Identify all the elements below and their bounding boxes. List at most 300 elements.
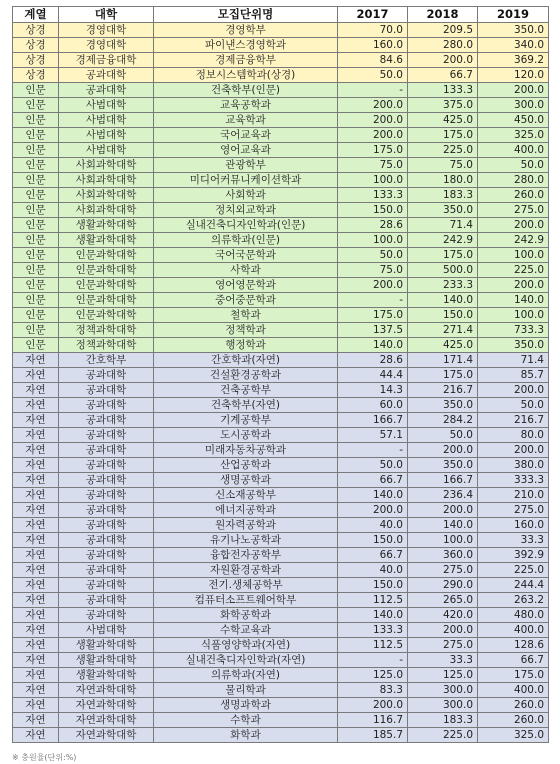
category-cell: 자연 <box>13 668 59 683</box>
year-2018-cell: 284.2 <box>408 413 478 428</box>
unit-cell: 수학교육과 <box>154 623 338 638</box>
unit-cell: 산업공학과 <box>154 458 338 473</box>
unit-cell: 영어교육과 <box>154 143 338 158</box>
year-2017-cell: 200.0 <box>338 128 408 143</box>
year-2018-cell: 183.3 <box>408 188 478 203</box>
unit-cell: 물리학과 <box>154 683 338 698</box>
header-college: 대학 <box>59 7 154 23</box>
category-cell: 자연 <box>13 398 59 413</box>
category-cell: 인문 <box>13 83 59 98</box>
category-cell: 자연 <box>13 683 59 698</box>
category-cell: 자연 <box>13 608 59 623</box>
table-row <box>13 503 549 518</box>
year-2019-cell: 400.0 <box>478 683 549 698</box>
header-unit: 모집단위명 <box>154 7 338 23</box>
year-2019-cell: 380.0 <box>478 458 549 473</box>
college-cell: 인문과학대학 <box>59 248 154 263</box>
college-cell: 공과대학 <box>59 458 154 473</box>
year-2018-cell: 66.7 <box>408 68 478 83</box>
year-2019-cell: 260.0 <box>478 698 549 713</box>
year-2017-cell: 133.3 <box>338 188 408 203</box>
category-cell: 인문 <box>13 338 59 353</box>
year-2018-cell: 75.0 <box>408 158 478 173</box>
table-row <box>13 713 549 728</box>
year-2017-cell: 200.0 <box>338 278 408 293</box>
college-cell: 사범대학 <box>59 623 154 638</box>
year-2017-cell: 83.3 <box>338 683 408 698</box>
unit-cell: 관광학부 <box>154 158 338 173</box>
year-2017-cell: 140.0 <box>338 608 408 623</box>
unit-cell: 원자력공학과 <box>154 518 338 533</box>
category-cell: 상경 <box>13 53 59 68</box>
year-2019-cell: 350.0 <box>478 338 549 353</box>
college-cell: 공과대학 <box>59 578 154 593</box>
unit-cell: 수학과 <box>154 713 338 728</box>
college-cell: 공과대학 <box>59 428 154 443</box>
year-2017-cell: 14.3 <box>338 383 408 398</box>
year-2018-cell: 233.3 <box>408 278 478 293</box>
year-2018-cell: 271.4 <box>408 323 478 338</box>
category-cell: 자연 <box>13 653 59 668</box>
college-cell: 공과대학 <box>59 548 154 563</box>
year-2017-cell: 200.0 <box>338 698 408 713</box>
unit-cell: 행정학과 <box>154 338 338 353</box>
year-2019-cell: 100.0 <box>478 248 549 263</box>
table-row <box>13 458 549 473</box>
category-cell: 자연 <box>13 503 59 518</box>
year-2018-cell: 50.0 <box>408 428 478 443</box>
category-cell: 인문 <box>13 158 59 173</box>
year-2017-cell: 28.6 <box>338 218 408 233</box>
category-cell: 자연 <box>13 428 59 443</box>
category-cell: 상경 <box>13 38 59 53</box>
year-2019-cell: 392.9 <box>478 548 549 563</box>
college-cell: 공과대학 <box>59 608 154 623</box>
unit-cell: 신소재공학부 <box>154 488 338 503</box>
year-2017-cell: 60.0 <box>338 398 408 413</box>
table-row <box>13 413 549 428</box>
year-2019-cell: 200.0 <box>478 383 549 398</box>
table-row <box>13 608 549 623</box>
year-2019-cell: 400.0 <box>478 143 549 158</box>
unit-cell: 국어교육과 <box>154 128 338 143</box>
unit-cell: 파이낸스경영학과 <box>154 38 338 53</box>
year-2017-cell: 44.4 <box>338 368 408 383</box>
unit-cell: 건설환경공학과 <box>154 368 338 383</box>
year-2019-cell: 242.9 <box>478 233 549 248</box>
table-row <box>13 293 549 308</box>
unit-cell: 사회학과 <box>154 188 338 203</box>
category-cell: 인문 <box>13 308 59 323</box>
year-2019-cell: 80.0 <box>478 428 549 443</box>
year-2019-cell: 160.0 <box>478 518 549 533</box>
year-2017-cell: 175.0 <box>338 308 408 323</box>
category-cell: 자연 <box>13 473 59 488</box>
table-row <box>13 128 549 143</box>
table-row <box>13 443 549 458</box>
table-row <box>13 38 549 53</box>
table-row <box>13 593 549 608</box>
year-2017-cell: 50.0 <box>338 68 408 83</box>
year-2018-cell: 425.0 <box>408 338 478 353</box>
year-2018-cell: 216.7 <box>408 383 478 398</box>
year-2019-cell: 350.0 <box>478 23 549 38</box>
header-row <box>13 7 549 23</box>
year-2018-cell: 140.0 <box>408 293 478 308</box>
unit-cell: 도시공학과 <box>154 428 338 443</box>
year-2019-cell: 71.4 <box>478 353 549 368</box>
year-2017-cell: 40.0 <box>338 563 408 578</box>
college-cell: 인문과학대학 <box>59 278 154 293</box>
category-cell: 상경 <box>13 23 59 38</box>
year-2018-cell: 350.0 <box>408 203 478 218</box>
unit-cell: 생명공학과 <box>154 473 338 488</box>
college-cell: 간호학부 <box>59 353 154 368</box>
college-cell: 사회과학대학 <box>59 158 154 173</box>
table-row <box>13 68 549 83</box>
college-cell: 공과대학 <box>59 593 154 608</box>
year-2019-cell: 50.0 <box>478 398 549 413</box>
unit-cell: 화학공학과 <box>154 608 338 623</box>
year-2019-cell: 175.0 <box>478 668 549 683</box>
category-cell: 인문 <box>13 248 59 263</box>
year-2019-cell: 244.4 <box>478 578 549 593</box>
year-2019-cell: 480.0 <box>478 608 549 623</box>
table-row <box>13 368 549 383</box>
year-2018-cell: 140.0 <box>408 518 478 533</box>
year-2017-cell: 75.0 <box>338 263 408 278</box>
year-2019-cell: 333.3 <box>478 473 549 488</box>
table-body <box>13 23 549 743</box>
year-2019-cell: 66.7 <box>478 653 549 668</box>
year-2017-cell: 57.1 <box>338 428 408 443</box>
year-2019-cell: 225.0 <box>478 263 549 278</box>
college-cell: 사범대학 <box>59 98 154 113</box>
year-2018-cell: 200.0 <box>408 623 478 638</box>
unit-cell: 화학과 <box>154 728 338 743</box>
year-2018-cell: 290.0 <box>408 578 478 593</box>
category-cell: 자연 <box>13 623 59 638</box>
category-cell: 자연 <box>13 563 59 578</box>
category-cell: 자연 <box>13 488 59 503</box>
category-cell: 인문 <box>13 128 59 143</box>
year-2019-cell: 260.0 <box>478 188 549 203</box>
year-2017-cell: 75.0 <box>338 158 408 173</box>
year-2019-cell: 200.0 <box>478 443 549 458</box>
year-2019-cell: 300.0 <box>478 98 549 113</box>
table-row <box>13 728 549 743</box>
year-2018-cell: 100.0 <box>408 533 478 548</box>
year-2017-cell: 160.0 <box>338 38 408 53</box>
year-2017-cell: 125.0 <box>338 668 408 683</box>
year-2019-cell: 200.0 <box>478 83 549 98</box>
table-row <box>13 83 549 98</box>
year-2018-cell: 150.0 <box>408 308 478 323</box>
table-row <box>13 488 549 503</box>
unit-cell: 영어영문학과 <box>154 278 338 293</box>
unit-cell: 컴퓨터소프트웨어학부 <box>154 593 338 608</box>
year-2018-cell: 175.0 <box>408 248 478 263</box>
year-2018-cell: 275.0 <box>408 638 478 653</box>
year-2019-cell: 216.7 <box>478 413 549 428</box>
college-cell: 경영대학 <box>59 38 154 53</box>
year-2017-cell: 28.6 <box>338 353 408 368</box>
year-2017-cell: 150.0 <box>338 203 408 218</box>
unit-cell: 기계공학부 <box>154 413 338 428</box>
table-row <box>13 668 549 683</box>
footnote: ※ 충원율(단위:%) <box>12 753 77 762</box>
unit-cell: 사학과 <box>154 263 338 278</box>
college-cell: 사회과학대학 <box>59 188 154 203</box>
table-row <box>13 158 549 173</box>
year-2019-cell: 400.0 <box>478 623 549 638</box>
college-cell: 자연과학대학 <box>59 713 154 728</box>
header-2019: 2019 <box>478 7 549 23</box>
year-2017-cell: 50.0 <box>338 248 408 263</box>
college-cell: 정책과학대학 <box>59 338 154 353</box>
category-cell: 인문 <box>13 143 59 158</box>
year-2019-cell: 733.3 <box>478 323 549 338</box>
unit-cell: 생명과학과 <box>154 698 338 713</box>
table-row <box>13 698 549 713</box>
college-cell: 공과대학 <box>59 443 154 458</box>
year-2018-cell: 360.0 <box>408 548 478 563</box>
college-cell: 공과대학 <box>59 413 154 428</box>
unit-cell: 전기.생체공학부 <box>154 578 338 593</box>
year-2019-cell: 325.0 <box>478 728 549 743</box>
header-2017: 2017 <box>338 7 408 23</box>
table-row <box>13 113 549 128</box>
category-cell: 인문 <box>13 98 59 113</box>
category-cell: 자연 <box>13 728 59 743</box>
table-row <box>13 638 549 653</box>
college-cell: 공과대학 <box>59 383 154 398</box>
category-cell: 자연 <box>13 353 59 368</box>
table-row <box>13 653 549 668</box>
table-row <box>13 53 549 68</box>
table-row <box>13 98 549 113</box>
year-2018-cell: 300.0 <box>408 698 478 713</box>
year-2019-cell: 200.0 <box>478 218 549 233</box>
unit-cell: 중어중문학과 <box>154 293 338 308</box>
table-row <box>13 428 549 443</box>
category-cell: 인문 <box>13 263 59 278</box>
year-2017-cell: 185.7 <box>338 728 408 743</box>
category-cell: 상경 <box>13 68 59 83</box>
year-2019-cell: 450.0 <box>478 113 549 128</box>
category-cell: 인문 <box>13 293 59 308</box>
year-2019-cell: 260.0 <box>478 713 549 728</box>
year-2018-cell: 166.7 <box>408 473 478 488</box>
unit-cell: 실내건축디자인학과(자연) <box>154 653 338 668</box>
unit-cell: 국어국문학과 <box>154 248 338 263</box>
unit-cell: 융합전자공학부 <box>154 548 338 563</box>
year-2018-cell: 236.4 <box>408 488 478 503</box>
category-cell: 인문 <box>13 188 59 203</box>
category-cell: 자연 <box>13 413 59 428</box>
category-cell: 자연 <box>13 548 59 563</box>
year-2017-cell: 100.0 <box>338 233 408 248</box>
year-2017-cell: 66.7 <box>338 473 408 488</box>
year-2019-cell: 275.0 <box>478 503 549 518</box>
year-2018-cell: 175.0 <box>408 128 478 143</box>
table-row <box>13 398 549 413</box>
table-row <box>13 143 549 158</box>
year-2019-cell: 369.2 <box>478 53 549 68</box>
unit-cell: 미래자동차공학과 <box>154 443 338 458</box>
admissions-table <box>12 6 549 743</box>
table-row <box>13 23 549 38</box>
unit-cell: 자원환경공학과 <box>154 563 338 578</box>
college-cell: 사범대학 <box>59 113 154 128</box>
year-2017-cell: 70.0 <box>338 23 408 38</box>
category-cell: 자연 <box>13 533 59 548</box>
unit-cell: 철학과 <box>154 308 338 323</box>
year-2017-cell: 200.0 <box>338 98 408 113</box>
year-2018-cell: 350.0 <box>408 398 478 413</box>
college-cell: 자연과학대학 <box>59 698 154 713</box>
table-container <box>12 6 548 743</box>
table-row <box>13 533 549 548</box>
year-2017-cell: 40.0 <box>338 518 408 533</box>
category-cell: 인문 <box>13 278 59 293</box>
category-cell: 인문 <box>13 323 59 338</box>
year-2019-cell: 128.6 <box>478 638 549 653</box>
college-cell: 인문과학대학 <box>59 308 154 323</box>
table-row <box>13 218 549 233</box>
table-row <box>13 203 549 218</box>
year-2019-cell: 50.0 <box>478 158 549 173</box>
year-2018-cell: 425.0 <box>408 113 478 128</box>
table-row <box>13 263 549 278</box>
college-cell: 공과대학 <box>59 488 154 503</box>
category-cell: 자연 <box>13 593 59 608</box>
category-cell: 인문 <box>13 113 59 128</box>
year-2017-cell: 166.7 <box>338 413 408 428</box>
year-2017-cell: 84.6 <box>338 53 408 68</box>
category-cell: 인문 <box>13 233 59 248</box>
year-2018-cell: 183.3 <box>408 713 478 728</box>
year-2018-cell: 225.0 <box>408 728 478 743</box>
category-cell: 자연 <box>13 368 59 383</box>
table-row <box>13 563 549 578</box>
college-cell: 자연과학대학 <box>59 683 154 698</box>
year-2017-cell: 150.0 <box>338 533 408 548</box>
table-row <box>13 683 549 698</box>
year-2018-cell: 275.0 <box>408 563 478 578</box>
unit-cell: 식품영양학과(자연) <box>154 638 338 653</box>
college-cell: 공과대학 <box>59 83 154 98</box>
year-2018-cell: 225.0 <box>408 143 478 158</box>
category-cell: 자연 <box>13 518 59 533</box>
college-cell: 경제금융대학 <box>59 53 154 68</box>
unit-cell: 실내건축디자인학과(인문) <box>154 218 338 233</box>
year-2019-cell: 325.0 <box>478 128 549 143</box>
table-row <box>13 233 549 248</box>
category-cell: 인문 <box>13 173 59 188</box>
year-2017-cell: 150.0 <box>338 578 408 593</box>
year-2018-cell: 171.4 <box>408 353 478 368</box>
year-2017-cell: 116.7 <box>338 713 408 728</box>
year-2018-cell: 375.0 <box>408 98 478 113</box>
college-cell: 사회과학대학 <box>59 173 154 188</box>
table-row <box>13 278 549 293</box>
year-2017-cell: 50.0 <box>338 458 408 473</box>
college-cell: 공과대학 <box>59 563 154 578</box>
category-cell: 인문 <box>13 218 59 233</box>
college-cell: 생활과학대학 <box>59 233 154 248</box>
year-2018-cell: 180.0 <box>408 173 478 188</box>
college-cell: 인문과학대학 <box>59 293 154 308</box>
unit-cell: 경영학부 <box>154 23 338 38</box>
year-2018-cell: 200.0 <box>408 503 478 518</box>
college-cell: 공과대학 <box>59 368 154 383</box>
unit-cell: 교육학과 <box>154 113 338 128</box>
year-2017-cell: 66.7 <box>338 548 408 563</box>
year-2018-cell: 350.0 <box>408 458 478 473</box>
year-2018-cell: 71.4 <box>408 218 478 233</box>
unit-cell: 건축학부(자연) <box>154 398 338 413</box>
table-row <box>13 548 549 563</box>
college-cell: 자연과학대학 <box>59 728 154 743</box>
unit-cell: 간호학과(자연) <box>154 353 338 368</box>
table-row <box>13 308 549 323</box>
year-2018-cell: 125.0 <box>408 668 478 683</box>
college-cell: 사범대학 <box>59 143 154 158</box>
category-cell: 자연 <box>13 638 59 653</box>
year-2017-cell: 175.0 <box>338 143 408 158</box>
table-row <box>13 248 549 263</box>
table-row <box>13 173 549 188</box>
table-row <box>13 623 549 638</box>
table-row <box>13 383 549 398</box>
year-2019-cell: 280.0 <box>478 173 549 188</box>
college-cell: 생활과학대학 <box>59 668 154 683</box>
unit-cell: 건축학부(인문) <box>154 83 338 98</box>
college-cell: 생활과학대학 <box>59 653 154 668</box>
year-2018-cell: 242.9 <box>408 233 478 248</box>
unit-cell: 의류학과(자연) <box>154 668 338 683</box>
college-cell: 생활과학대학 <box>59 218 154 233</box>
year-2019-cell: 275.0 <box>478 203 549 218</box>
year-2017-cell: - <box>338 293 408 308</box>
unit-cell: 정보시스템학과(상경) <box>154 68 338 83</box>
year-2019-cell: 120.0 <box>478 68 549 83</box>
category-cell: 자연 <box>13 383 59 398</box>
year-2017-cell: 133.3 <box>338 623 408 638</box>
unit-cell: 미디어커뮤니케이션학과 <box>154 173 338 188</box>
college-cell: 공과대학 <box>59 518 154 533</box>
year-2018-cell: 265.0 <box>408 593 478 608</box>
year-2018-cell: 420.0 <box>408 608 478 623</box>
unit-cell: 정책학과 <box>154 323 338 338</box>
year-2018-cell: 280.0 <box>408 38 478 53</box>
year-2017-cell: - <box>338 653 408 668</box>
year-2019-cell: 210.0 <box>478 488 549 503</box>
category-cell: 자연 <box>13 578 59 593</box>
college-cell: 사회과학대학 <box>59 203 154 218</box>
college-cell: 정책과학대학 <box>59 323 154 338</box>
table-row <box>13 578 549 593</box>
year-2018-cell: 300.0 <box>408 683 478 698</box>
table-row <box>13 338 549 353</box>
year-2018-cell: 200.0 <box>408 443 478 458</box>
header-2018: 2018 <box>408 7 478 23</box>
year-2019-cell: 140.0 <box>478 293 549 308</box>
category-cell: 자연 <box>13 458 59 473</box>
table-row <box>13 353 549 368</box>
college-cell: 공과대학 <box>59 503 154 518</box>
